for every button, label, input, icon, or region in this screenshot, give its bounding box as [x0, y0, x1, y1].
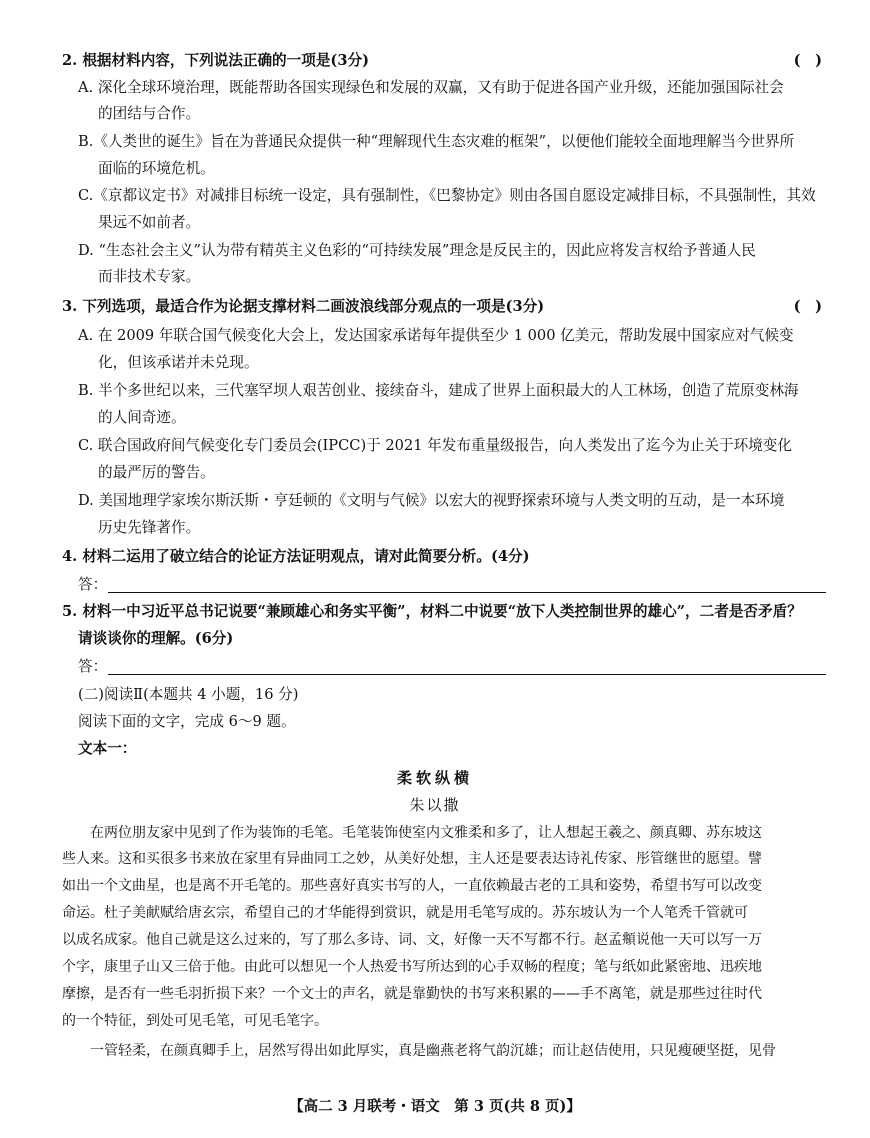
- article-line: 个字，康里子山又三倍于他。由此可以想见一个人热爱书写所达到的心手双畅的程度；笔与纸如此紧密地、迅疾地: [62, 959, 762, 975]
- q3-option-a-cont: 化，但该承诺并未兑现。: [98, 354, 259, 371]
- article-title: 柔软纵横: [396, 769, 473, 787]
- q4-answer-line: [108, 592, 826, 593]
- q3-option-c: C. 联合国政府间气候变化专门委员会(IPCC)于 2021 年发布重量级报告，向人类发出了迄今为止关于环境变化: [78, 437, 792, 454]
- q3-option-d-cont: 历史先锋著作。: [98, 519, 201, 536]
- q4-answer-label: 答：: [78, 576, 108, 593]
- text-one-label: 文本一：: [78, 740, 137, 757]
- q2-option-d-cont: 而非技术专家。: [98, 268, 201, 285]
- q3-option-a: A. 在 2009 年联合国气候变化大会上，发达国家承诺每年提供至少 1 000 亿美元，帮助发展中国家应对气候变: [78, 327, 794, 344]
- q5-answer-area[interactable]: [78, 656, 826, 678]
- article-line: 的一个特征，到处可见毛笔，可见毛笔字。: [62, 1013, 328, 1029]
- q2-stem: 2. 根据材料内容，下列说法正确的一项是(3分): [62, 52, 369, 69]
- article-author: 朱以撒: [409, 796, 461, 814]
- q2-option-c-cont: 果远不如前者。: [98, 214, 201, 231]
- section-instruction: 阅读下面的文字，完成 6～9 题。: [78, 713, 296, 730]
- q3-option-b: B. 半个多世纪以来，三代塞罕坝人艰苦创业、接续奋斗，建成了世界上面积最大的人工林场，创造了荒原变林海: [78, 382, 799, 399]
- q3-option-b-cont: 的人间奇迹。: [98, 409, 186, 426]
- q2-option-b: B.《人类世的诞生》旨在为普通民众提供一种“理解现代生态灾难的框架”，以便他们能较全面地理解当今世界所: [78, 133, 795, 150]
- q5-stem-cont: 请谈谈你的理解。(6分): [78, 630, 234, 647]
- article-line: 在两位朋友家中见到了作为装饰的毛笔。毛笔装饰使室内文雅柔和多了，让人想起王羲之、颜真卿、苏东坡这: [62, 825, 762, 841]
- q3-option-c-cont: 的最严厉的警告。: [98, 464, 215, 481]
- article-line: 如出一个文曲星，也是离不开毛笔的。那些喜好真实书写的人，一直依赖最古老的工具和姿势，希望书写可以改变: [62, 878, 762, 894]
- article-line: 命运。杜子美献赋给唐玄宗，希望自己的才华能得到赏识，就是用毛笔写成的。苏东坡认为一个人笔秃千管就可: [62, 905, 748, 921]
- q2-option-a: A. 深化全球环境治理，既能帮助各国实现绿色和发展的双赢，又有助于促进各国产业升级，还能加强国际社会: [78, 79, 784, 96]
- q2-option-b-cont: 面临的环境危机。: [98, 160, 215, 177]
- q2-option-d: D. “生态社会主义”认为带有精英主义色彩的“可持续发展”理念是反民主的，因此应将发言权给予普通人民: [78, 242, 756, 259]
- q2-answer-paren: ( ): [793, 52, 822, 69]
- article-line: 以成名成家。他自己就是这么过来的，写了那么多诗、词、文，好像一天不写都不行。赵孟頫说他一天可以写一万: [62, 932, 762, 948]
- article-line: 摩擦，是否有一些毛羽折损下来？一个文士的声名，就是靠勤快的书写来积累的——手不离笔，就是那些过往时代: [62, 986, 762, 1002]
- article-line: 一管轻柔，在颜真卿手上，居然写得出如此厚实，真是幽燕老将气韵沉雄；而让赵佶使用，只见瘦硬坚挺，见骨: [62, 1043, 776, 1059]
- q3-answer-paren: ( ): [793, 298, 822, 315]
- q3-stem: 3. 下列选项，最适合作为论据支撑材料二画波浪线部分观点的一项是(3分): [62, 298, 545, 315]
- q5-stem: 5. 材料一中习近平总书记说要“兼顾雄心和务实平衡”，材料二中说要“放下人类控制世界的雄心”，二者是否矛盾？: [62, 603, 802, 620]
- section-title: (二)阅读Ⅱ(本题共 4 小题，16 分): [78, 686, 299, 703]
- q2-option-c: C.《京都议定书》对减排目标统一设定，具有强制性，《巴黎协定》则由各国自愿设定减排目标，不具强制性，其效: [78, 187, 816, 204]
- q5-answer-label: 答：: [78, 658, 108, 675]
- article-line: 些人来。这和买很多书来放在家里有异曲同工之妙，从美好处想，主人还是要表达诗礼传家、彤管继世的愿望。譬: [62, 851, 762, 867]
- q5-answer-line: [108, 674, 826, 675]
- q3-option-d: D. 美国地理学家埃尔斯沃斯・亨廷顿的《文明与气候》以宏大的视野探索环境与人类文明的互动，是一本环境: [78, 492, 785, 509]
- q4-stem: 4. 材料二运用了破立结合的论证方法证明观点，请对此简要分析。(4分): [62, 548, 530, 565]
- q4-answer-area[interactable]: [78, 574, 826, 596]
- page-footer: 【高二 3 月联考・语文 第 3 页(共 8 页)】: [289, 1098, 581, 1115]
- q2-option-a-cont: 的团结与合作。: [98, 105, 201, 122]
